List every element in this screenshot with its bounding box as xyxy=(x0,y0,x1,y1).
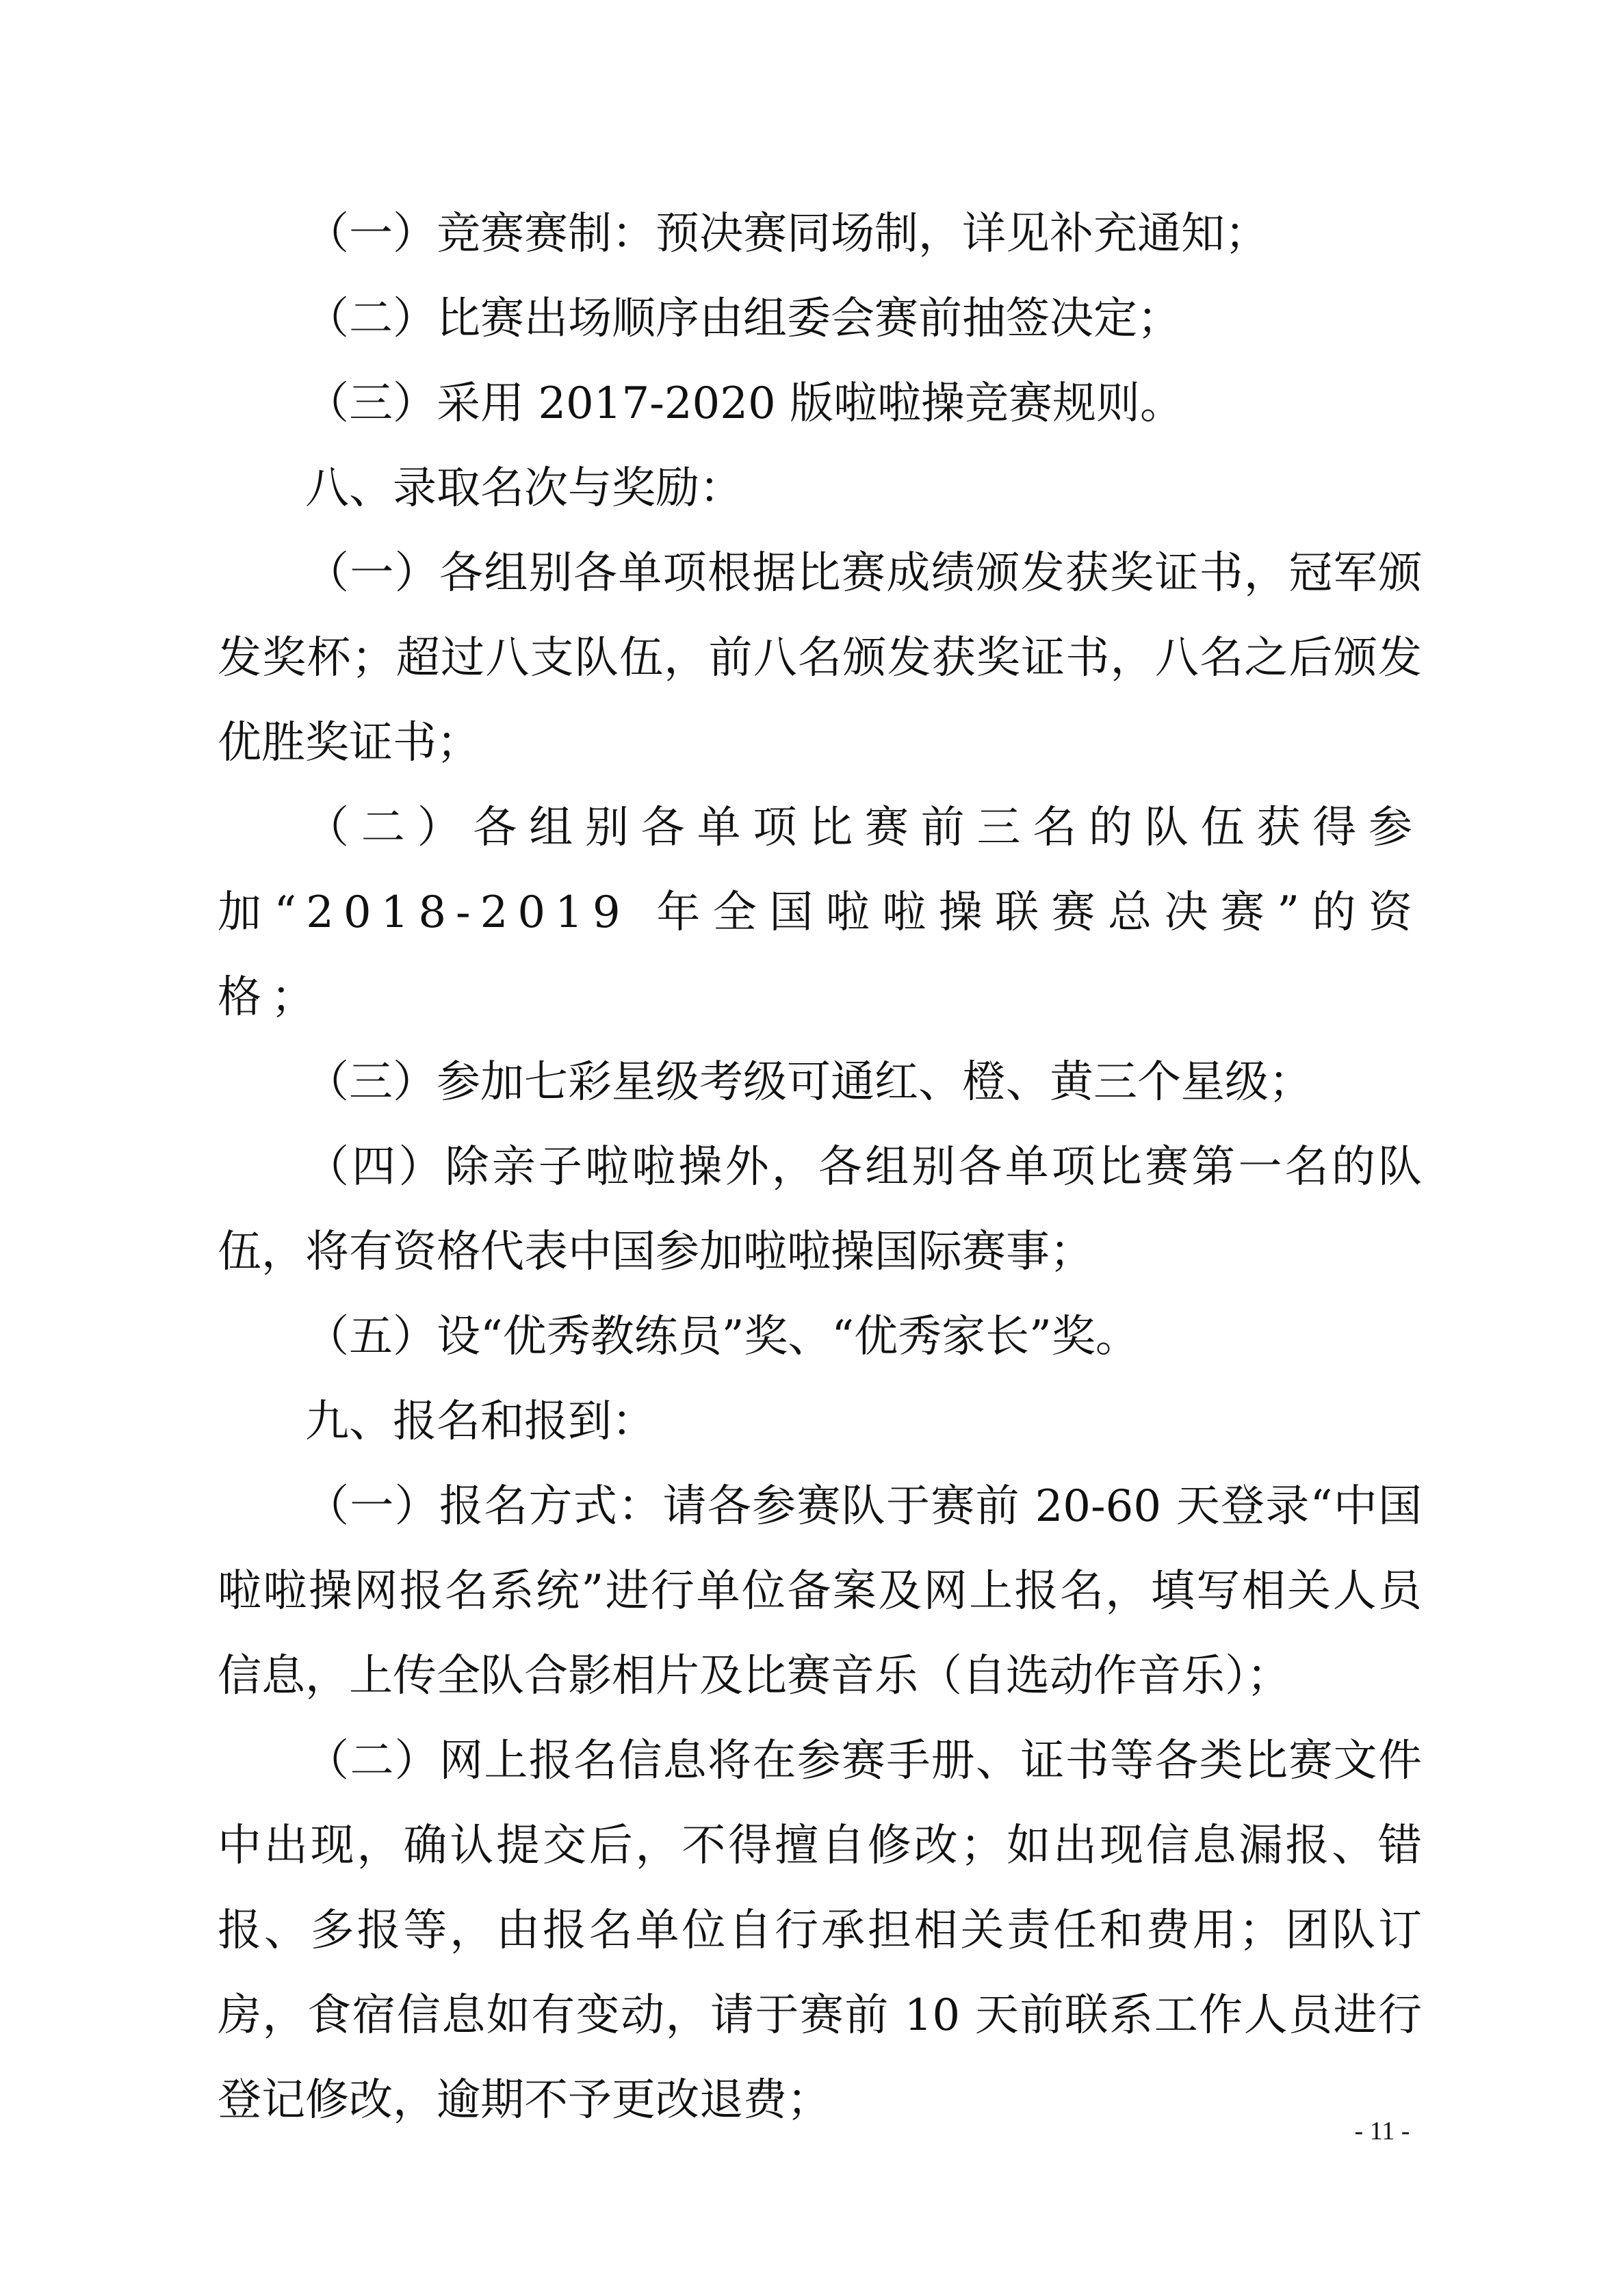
paragraph-finals-qualification: （二）各组别各单项比赛前三名的队伍获得参加“2018-2019 年全国啦啦操联赛总决赛”的资格； xyxy=(218,803,1422,1023)
paragraph-registration-info: （二）网上报名信息将在参赛手册、证书等各类比赛文件中出现，确认提交后，不得擅自修改；如出现信息漏报、错报、多报等，由报名单位自行承担相关责任和费用；团队订房，食宿信息如有变动，请于赛前 10 天前联系工作人员进行登记修改，逾期不予更改退费； xyxy=(218,1736,1422,2126)
paragraph-registration-method: （一）报名方式：请各参赛队于赛前 20-60 天登录“中国啦啦操网报名系统”进行单位备案及网上报名，填写相关人员信息，上传全队合影相片及比赛音乐（自选动作音乐）； xyxy=(218,1481,1422,1701)
section-heading-registration: 九、报名和报到： xyxy=(305,1396,656,1447)
paragraph-draw-order: （二）比赛出场顺序由组委会赛前抽签决定； xyxy=(305,293,1181,344)
paragraph-special-awards: （五）设“优秀教练员”奖、“优秀家长”奖。 xyxy=(305,1312,1139,1362)
document-body xyxy=(218,192,1422,2143)
paragraph-award-certificates: （一）各组别各单项根据比赛成绩颁发获奖证书，冠军颁发奖杯；超过八支队伍，前八名颁发获奖证书，八名之后颁发优胜奖证书； xyxy=(218,548,1422,768)
paragraph-international-qualification: （四）除亲子啦啦操外，各组别各单项比赛第一名的队伍，将有资格代表中国参加啦啦操国际赛事； xyxy=(218,1142,1422,1277)
page-number: - 11 - xyxy=(1354,2117,1410,2145)
paragraph-rules-version: （三）采用 2017-2020 版啦啦操竞赛规则。 xyxy=(305,378,1184,429)
section-heading-awards: 八、录取名次与奖励： xyxy=(305,463,743,514)
paragraph-star-level: （三）参加七彩星级考级可通红、橙、黄三个星级； xyxy=(305,1057,1312,1108)
paragraph-competition-format: （一）竞赛赛制：预决赛同场制，详见补充通知； xyxy=(305,209,1269,259)
